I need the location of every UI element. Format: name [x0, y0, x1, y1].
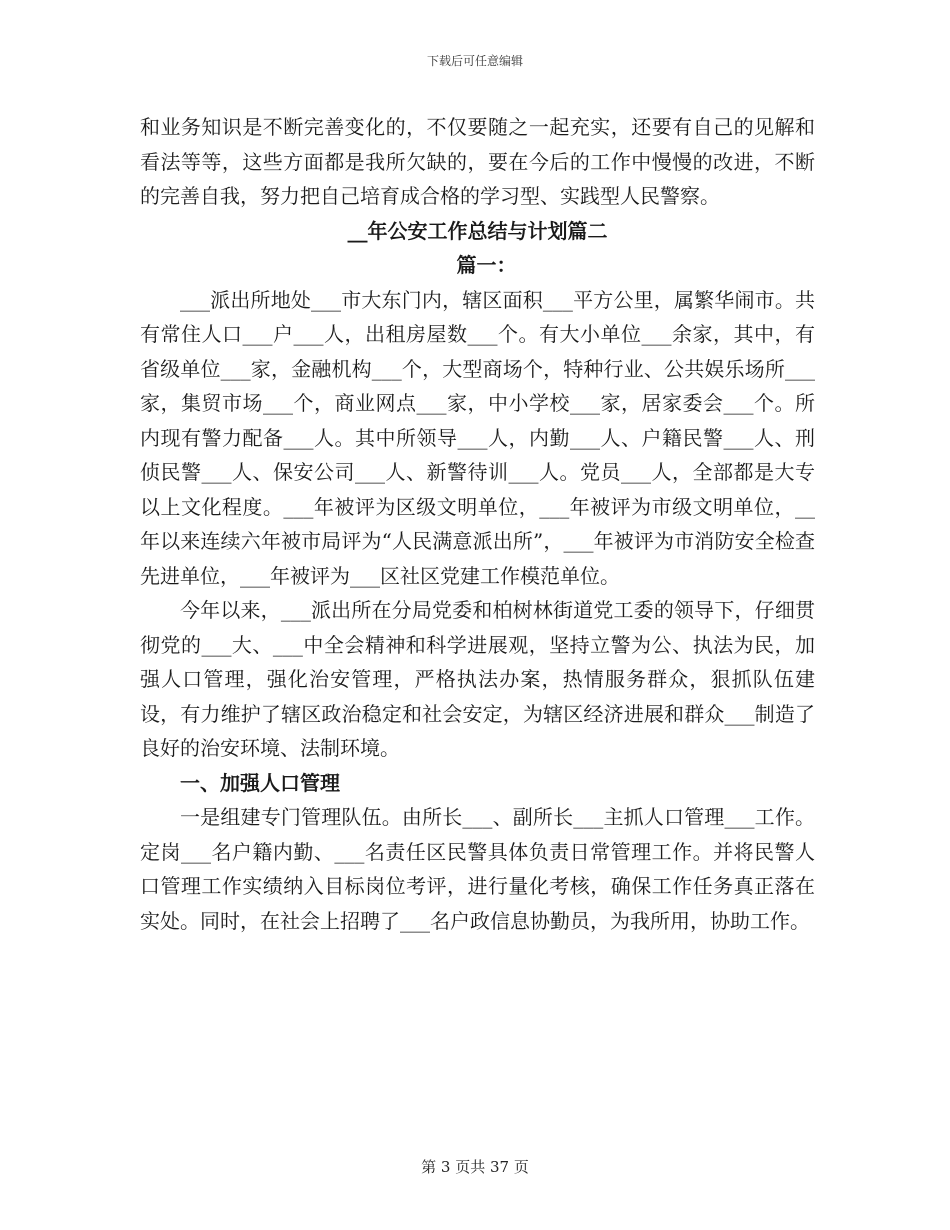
section-title: __年公安工作总结与计划篇二: [347, 218, 608, 243]
section-subtitle: 篇一：: [456, 253, 517, 277]
heading-population-management: 一、加强人口管理: [180, 770, 340, 795]
paragraph-overview: ___派出所地处___市大东门内，辖区面积___平方公里，属繁华闹市。共有常住人口___户___人，出租房屋数___个。有大小单位___余家，其中，有省级单位___家，金融机构___个，大型商场个，特种行业、公共娱乐场所___家，集贸市场___个，商业网点___家，中小学校___家，居家委会___个。所内现有警力配备___人。其中所领导___人，内勤___人、户籍民警___人、刑侦民警___人、保安公司___人、新警待训___人。党员___人，全部都是大专以上文化程度。___年被评为区级文明单位，___年被评为市级文明单位，__年以来连续六年被市局评为“人民满意派出所”，___年被评为市消防安全检查先进单位，___年被评为___区社区党建工作模范单位。: [140, 287, 815, 588]
paragraph-team: 一是组建专门管理队伍。由所长___、副所长___主抓人口管理___工作。定岗___名户籍内勤、___名责任区民警具体负责日常管理工作。并将民警人口管理工作实绩纳入目标岗位考评，进行量化考核，确保工作任务真正落在实处。同时，在社会上招聘了___名户政信息协勤员，为我所用，协助工作。: [140, 805, 815, 933]
page-footer: 第 3 页共 37 页: [421, 1158, 529, 1176]
page-header: 下载后可任意编辑: [426, 54, 523, 68]
document-body: [140, 110, 815, 938]
paragraph-summary: 今年以来，___派出所在分局党委和柏树林街道党工委的领导下，仔细贯彻党的___大、___中全会精神和科学进展观，坚持立警为公、执法为民，加强人口管理，强化治安管理，严格执法办案，热情服务群众，狠抓队伍建设，有力维护了辖区政治稳定和社会安定，为辖区经济进展和群众___制造了良好的治安环境、法制环境。: [140, 598, 815, 760]
paragraph-continuation: 和业务知识是不断完善变化的，不仅要随之一起充实，还要有自己的见解和看法等等，这些方面都是我所欠缺的，要在今后的工作中慢慢的改进，不断的完善自我，努力把自己培育成合格的学习型、实践型人民警察。: [140, 115, 815, 208]
